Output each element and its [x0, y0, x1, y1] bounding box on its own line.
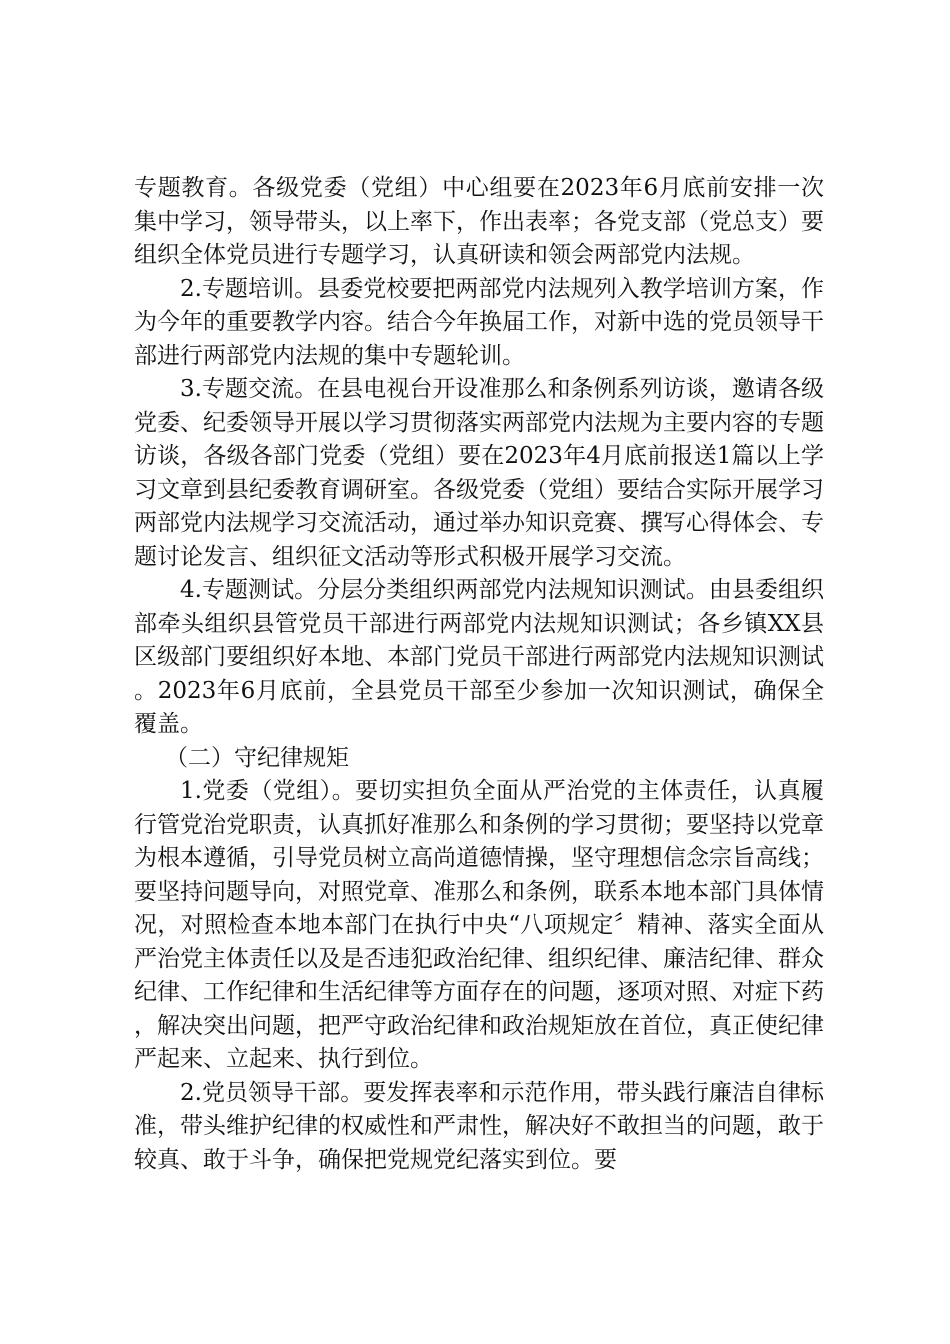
document-body [134, 172, 824, 1177]
paragraph-leading-cadres: 2.党员领导干部。要发挥表率和示范作用，带头践行廉洁自律标准，带头维护纪律的权威性和严肃性，解决好不敢担当的问题，敢于较真、敢于斗争，确保把党规党纪落实到位。要 [134, 1079, 824, 1173]
paragraph-party-committee: 1.党委（党组）。要切实担负全面从严治党的主体责任，认真履行管党治党职责，认真抓好准那么和条例的学习贯彻；要坚持以党章为根本遵循，引导党员树立高尚道德情操，坚守理想信念宗旨高线；要坚持问题导向，对照党章、准那么和条例，联系本地本部门具体情况，对照检查本地本部门在执行中央“八项规定〞精神、落实全面从严治党主体责任以及是否违犯政治纪律、组织纪律、廉洁纪律、群众纪律、工作纪律和生活纪律等方面存在的问题，逐项对照、对症下药，解决突出问题，把严守政治纪律和政治规矩放在首位，真正使纪律严起来、立起来、执行到位。 [134, 778, 824, 1072]
paragraph-continuation: 专题教育。各级党委（党组）中心组要在2023年6月底前安排一次集中学习，领导带头，以上率下，作出表率；各党支部（党总支）要组织全体党员进行专题学习，认真研读和领会两部党内法规。 [134, 175, 824, 268]
paragraph-special-test: 4.专题测试。分层分类组织两部党内法规知识测试。由县委组织部牵头组织县管党员干部进行两部党内法规知识测试；各乡镇XX县区级部门要组织好本地、本部门党员干部进行两部党内法规知识测试。2023年6月底前，全县党员干部至少参加一次知识测试，确保全覆盖。 [134, 577, 824, 737]
section-heading: （二）守纪律规矩 [165, 744, 349, 771]
paragraph-special-exchange: 3.专题交流。在县电视台开设准那么和条例系列访谈，邀请各级党委、纪委领导开展以学习贯彻落实两部党内法规为主要内容的专题访谈，各级各部门党委（党组）要在2023年4月底前报送1篇以上学习文章到县纪委教育调研室。各级党委（党组）要结合实际开展学习两部党内法规学习交流活动，通过举办知识竞赛、撰写心得体会、专题讨论发言、组织征文活动等形式积极开展学习交流。 [134, 376, 824, 570]
paragraph-special-training: 2.专题培训。县委党校要把两部党内法规列入教学培训方案，作为今年的重要教学内容。结合今年换届工作，对新中选的党员领导干部进行两部党内法规的集中专题轮训。 [134, 275, 824, 369]
